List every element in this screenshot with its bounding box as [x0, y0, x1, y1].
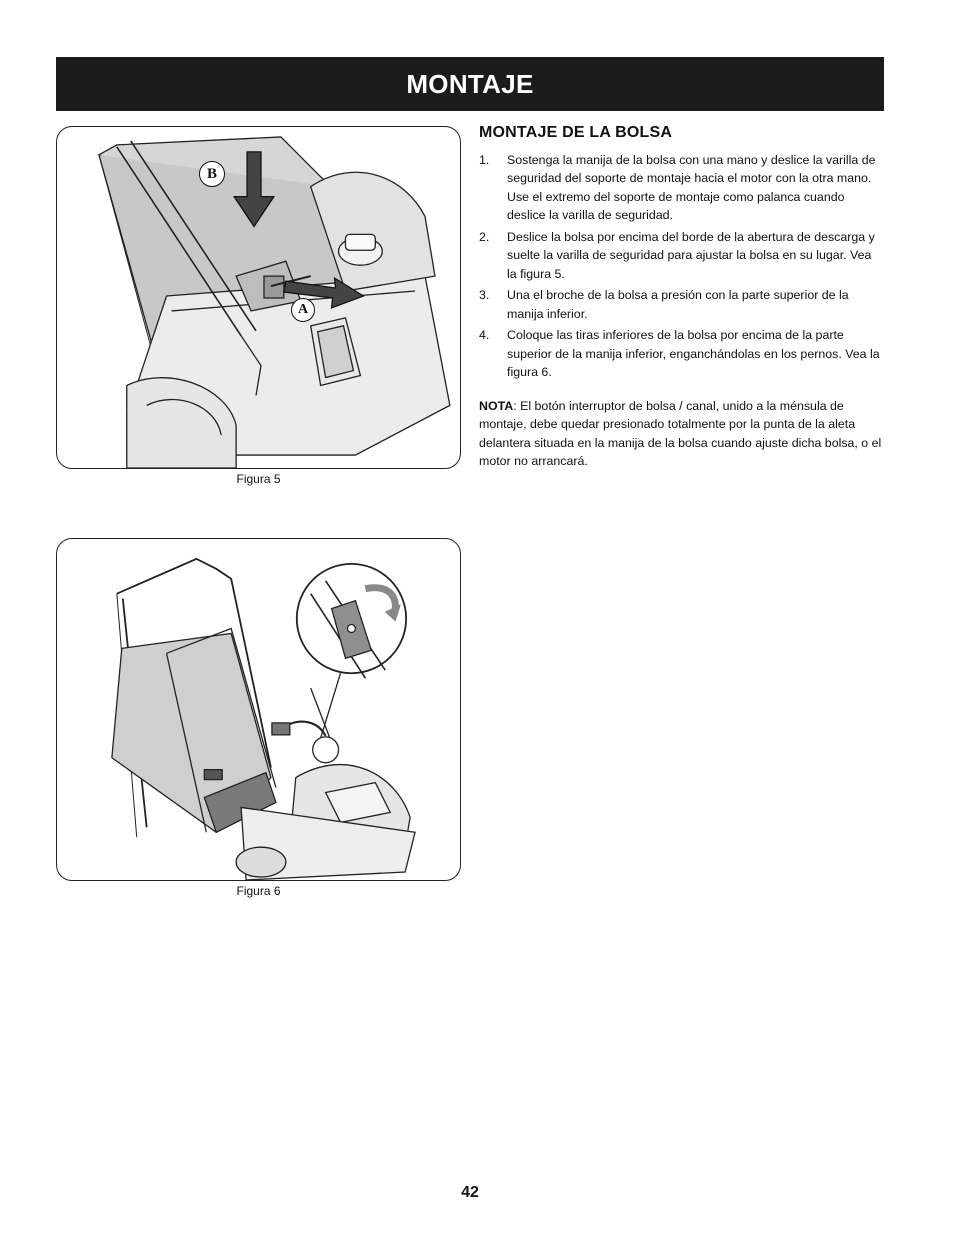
- section-title: MONTAJE DE LA BOLSA: [479, 124, 673, 141]
- step-text: Una el broche de la bolsa a presión con la parte superior de la manija inferior.: [507, 288, 849, 321]
- instructions-column: [479, 124, 884, 471]
- step-text: Sostenga la manija de la bolsa con una mano y deslice la varilla de seguridad del soporte de montaje hacia el motor con la otra mano. Use el extremo del soporte de montaje como palanca cuando deslice la varilla de seguridad.: [507, 152, 876, 222]
- note-text: : El botón interruptor de bolsa / canal, unido a la ménsula de montaje, debe quedar presionado totalmente por la punta de la aleta delantera situada en la manija de la bolsa cuando ajuste dicha bolsa, o el motor no arrancará.: [479, 398, 882, 468]
- step-text: Coloque las tiras inferiores de la bolsa por encima de la parte superior de la manija inferior, enganchándolas en los pernos. Vea la figura 6.: [507, 328, 880, 379]
- note-label: NOTA: [479, 398, 514, 413]
- figure-6-illustration: [56, 538, 461, 881]
- page-header-banner: [56, 57, 884, 111]
- callout-b: B: [199, 161, 225, 187]
- step-number: 4.: [479, 328, 490, 342]
- step-number: 1.: [479, 152, 490, 167]
- figure-5-caption: Figura 5: [236, 472, 281, 486]
- list-item: [479, 151, 884, 225]
- step-number: 3.: [479, 288, 490, 302]
- page-number: 42: [461, 1184, 479, 1201]
- list-item: [479, 286, 884, 323]
- note-paragraph: [479, 397, 884, 471]
- page-title: MONTAJE: [406, 68, 534, 99]
- step-text: Deslice la bolsa por encima del borde de la abertura de descarga y suelte la varilla de seguridad para ajustar la bolsa en su lugar. Vea la figura 5.: [507, 229, 875, 281]
- list-item: [479, 326, 884, 382]
- figure-5-illustration: [56, 126, 461, 469]
- figure-6-caption: Figura 6: [236, 884, 281, 898]
- step-number: 2.: [479, 229, 490, 244]
- steps-list: [479, 151, 884, 382]
- callout-a: A: [291, 298, 315, 322]
- list-item: [479, 228, 884, 284]
